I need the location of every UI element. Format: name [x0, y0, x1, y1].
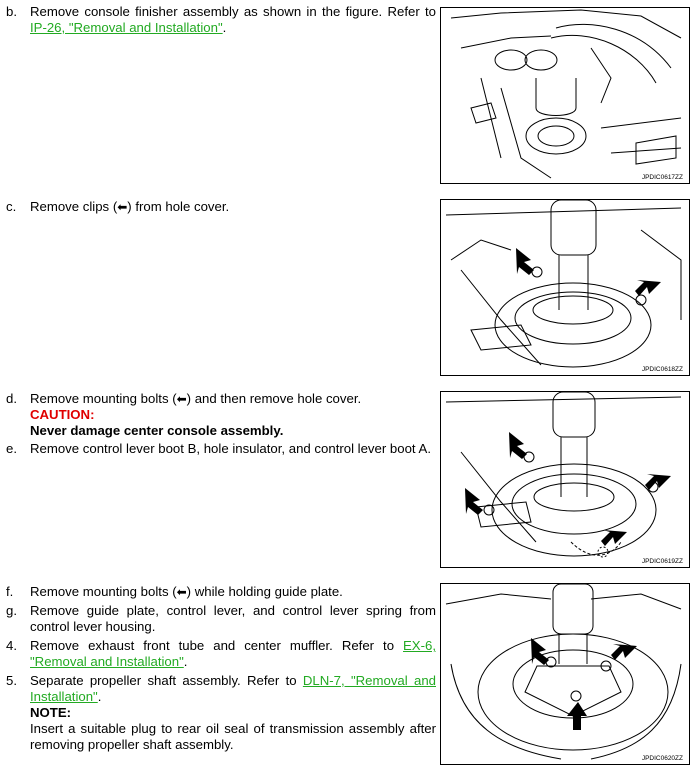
dln-7-link[interactable]: DLN-7, "Removal and Installation"	[30, 673, 436, 704]
step-label: c.	[6, 199, 17, 214]
hole-cover-illustration	[441, 200, 689, 375]
figure-console-finisher	[440, 7, 690, 184]
step-text: Remove clips (	[30, 199, 118, 214]
arrow-indicator-2	[465, 488, 483, 515]
figure-guide-plate	[440, 583, 690, 765]
step-e	[0, 441, 436, 457]
step-4	[0, 638, 436, 670]
figure-id: JPDIC0620ZZ	[641, 755, 683, 762]
step-b	[0, 4, 436, 36]
caution-text: Never damage center console assembly.	[30, 423, 284, 438]
step-label: 4.	[6, 638, 17, 653]
step-text-end: .	[222, 20, 227, 35]
step-c	[0, 199, 436, 215]
step-text-end: ) from hole cover.	[127, 199, 230, 214]
step-text-end: .	[97, 689, 102, 704]
arrow-left-icon: ⬅	[117, 200, 128, 214]
figure-id: JPDIC0617ZZ	[641, 174, 683, 181]
arrow-indicator-1	[516, 248, 534, 275]
caution-label: CAUTION:	[30, 407, 95, 422]
step-text-end: ) and then remove hole cover.	[186, 391, 362, 406]
ip-26-link[interactable]: IP-26, "Removal and Installation"	[30, 20, 223, 35]
step-label: g.	[6, 603, 17, 618]
arrow-indicator-4	[601, 530, 627, 546]
figure-id: JPDIC0619ZZ	[641, 558, 683, 565]
step-text: Remove control lever boot B, hole insulator, and control lever boot A.	[30, 441, 431, 456]
figure-hole-cover-clips	[440, 199, 690, 376]
arrow-left-icon: ⬅	[176, 392, 187, 406]
arrow-indicator-1	[509, 432, 527, 459]
step-5	[0, 673, 436, 753]
step-text: Remove exhaust front tube and center muffler. Refer to	[30, 638, 404, 653]
figure-mounting-bolts	[440, 391, 690, 568]
arrow-indicator-3	[567, 702, 587, 730]
arrow-left-icon: ⬅	[176, 585, 187, 599]
arrow-indicator-2	[611, 644, 637, 660]
step-text: Remove mounting bolts (	[30, 584, 177, 599]
step-text: Remove console finisher assembly as shown in the figure. Refer to	[30, 4, 436, 19]
guide-plate-illustration	[441, 584, 689, 764]
step-text: Remove guide plate, control lever, and control lever spring from control lever housing.	[30, 603, 436, 634]
note-label: NOTE:	[30, 705, 72, 720]
step-text: Remove mounting bolts (	[30, 391, 177, 406]
step-label: e.	[6, 441, 17, 456]
step-g	[0, 603, 436, 635]
step-label: b.	[6, 4, 17, 19]
figure-id: JPDIC0618ZZ	[641, 366, 683, 373]
step-label: 5.	[6, 673, 17, 688]
note-text: Insert a suitable plug to rear oil seal of transmission assembly after removing propeller shaft assembly.	[30, 721, 436, 752]
step-text-end: .	[183, 654, 188, 669]
arrow-indicator-1	[531, 638, 549, 665]
step-f	[0, 584, 436, 600]
step-text-end: ) while holding guide plate.	[186, 584, 343, 599]
ex-6-link[interactable]: EX-6, "Removal and Installation"	[30, 638, 436, 669]
step-label: f.	[6, 584, 14, 599]
step-text: Separate propeller shaft assembly. Refer to	[30, 673, 303, 688]
step-d	[0, 391, 436, 439]
step-label: d.	[6, 391, 17, 406]
arrow-indicator-2	[635, 280, 661, 296]
mounting-bolts-illustration	[441, 392, 689, 567]
console-illustration	[441, 8, 689, 183]
